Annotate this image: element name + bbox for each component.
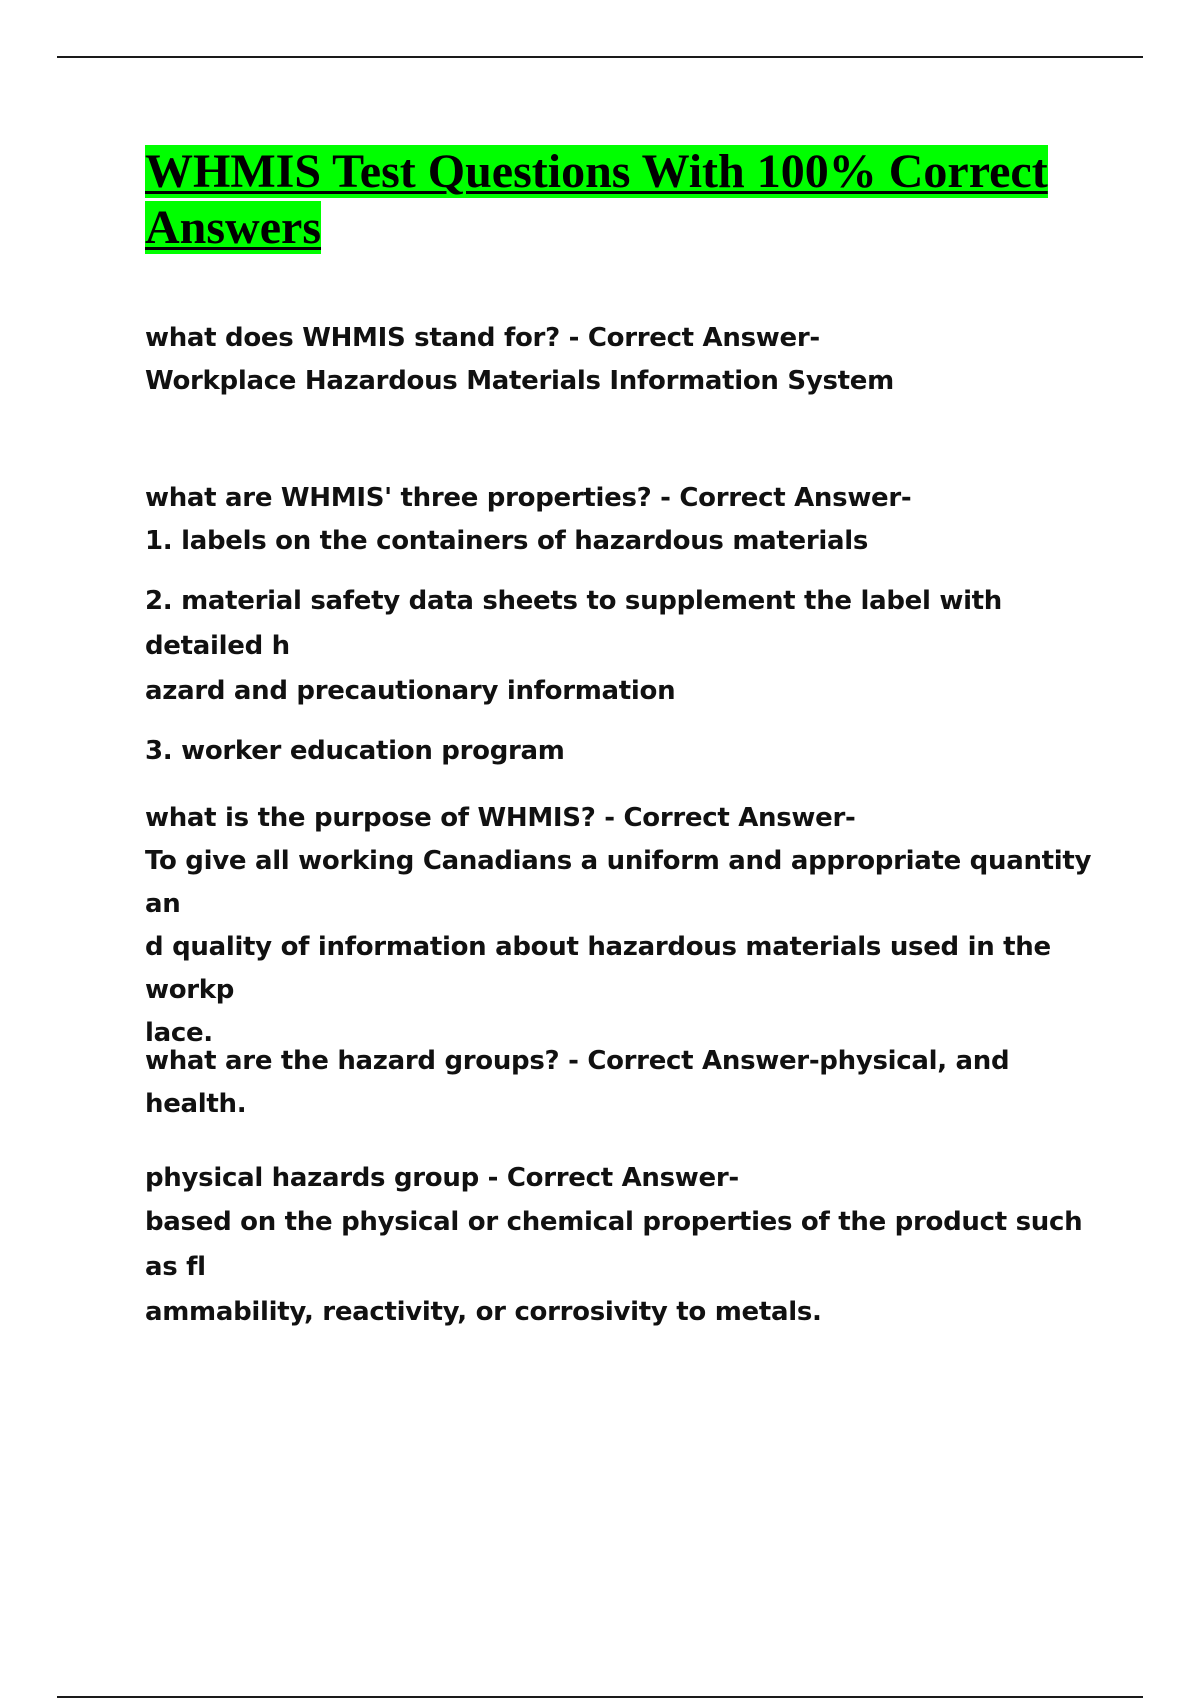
answer-item: 2. material safety data sheets to supplement the label with detailed h azard and precautionary information (145, 586, 1003, 706)
question-text: what does WHMIS stand for? - Correct Answer- (145, 323, 820, 353)
question-text: what are WHMIS' three properties? - Correct Answer- (145, 483, 912, 513)
footer-rule (57, 1696, 1143, 1698)
question-text: physical hazards group - Correct Answer- (145, 1163, 739, 1193)
answer-text: To give all working Canadians a uniform and appropriate quantity an d quality of information about hazardous materials used in the workp lace. (145, 846, 1092, 1048)
answer-text: based on the physical or chemical properties of the product such as fl ammability, reactivity, or corrosivity to metals. (145, 1207, 1083, 1327)
qa-block-2 (145, 477, 1095, 773)
answer-text: Workplace Hazardous Materials Information System (145, 366, 894, 396)
document-title: WHMIS Test Questions With 100% Correct Answers (145, 145, 1048, 254)
question-text: what is the purpose of WHMIS? - Correct Answer- (145, 803, 856, 833)
qa-block-3 (145, 797, 1095, 1055)
qa-block-1 (145, 317, 1095, 403)
header-rule (57, 56, 1143, 58)
question-text: what are the hazard groups? - Correct Answer-physical, and health. (145, 1046, 1010, 1119)
qa-block-4 (145, 1040, 1095, 1126)
qa-block-5 (145, 1157, 1095, 1335)
answer-item: 1. labels on the containers of hazardous materials (145, 526, 869, 556)
answer-item: 3. worker education program (145, 736, 565, 766)
